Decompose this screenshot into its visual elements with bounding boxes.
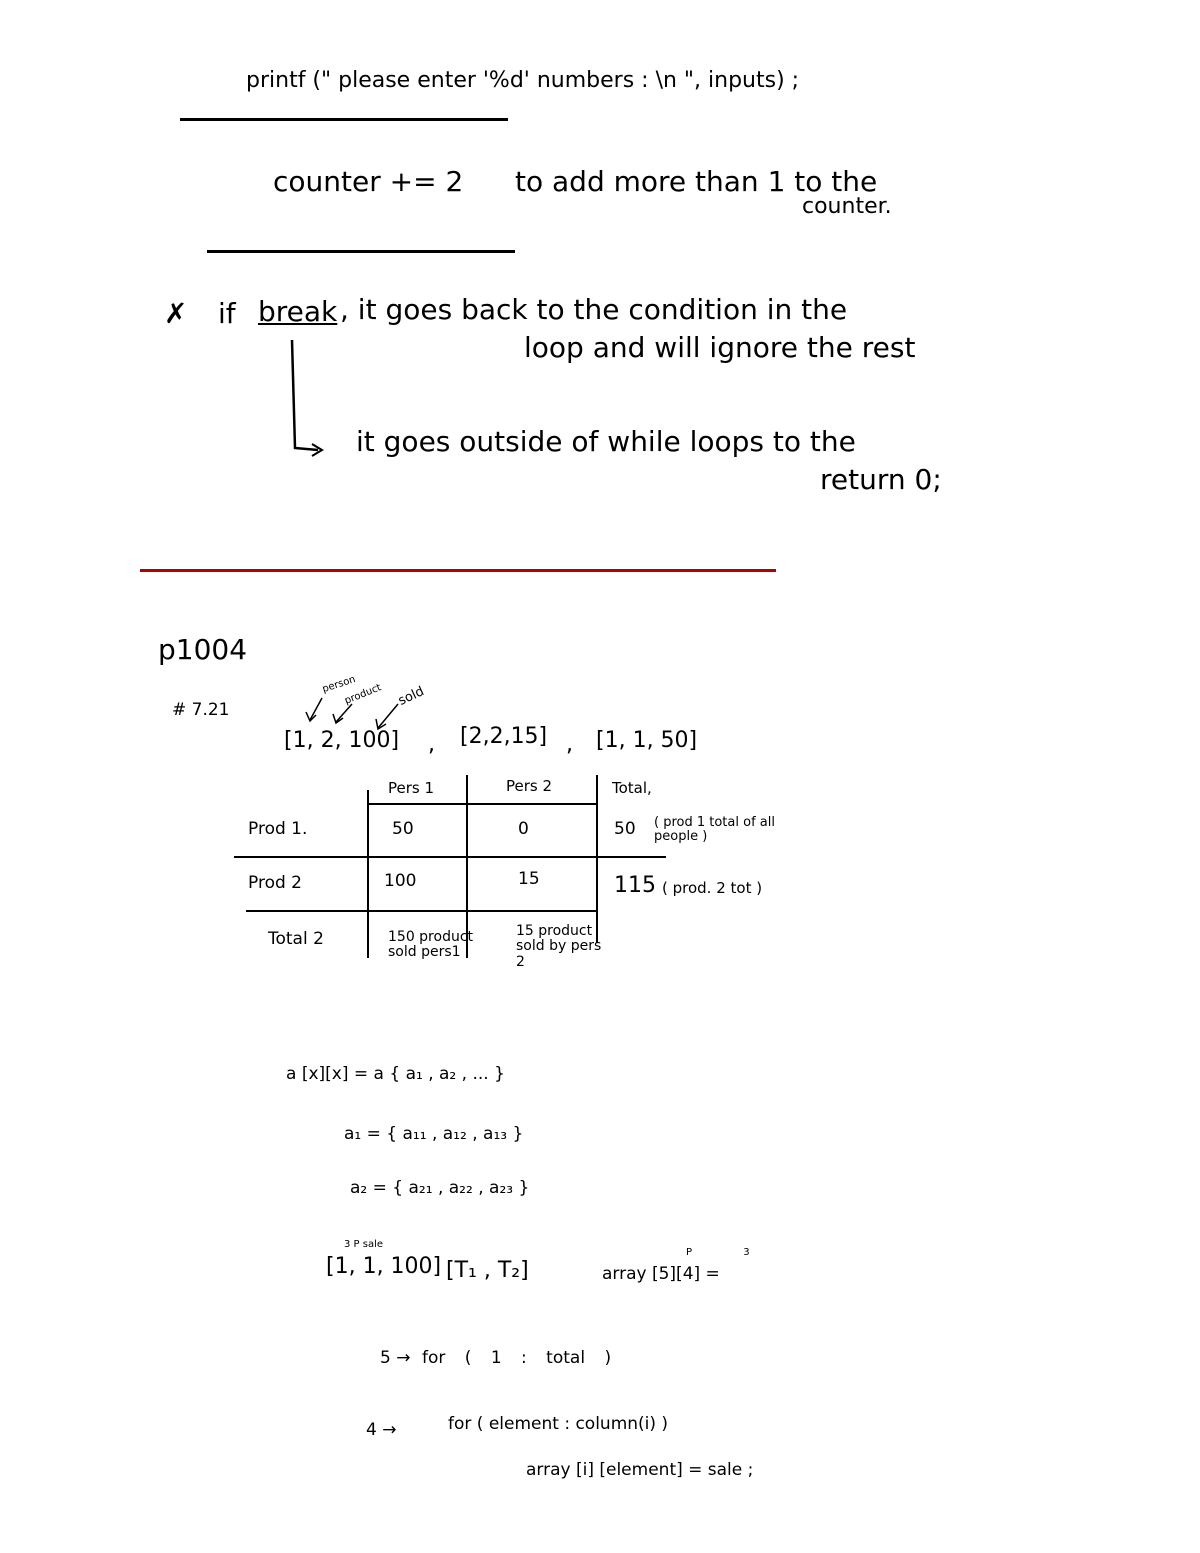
array-declaration: array [5][4] = <box>602 1264 720 1284</box>
loop-outer-count: 5 → <box>380 1348 411 1368</box>
break-star: ✗ <box>164 297 188 330</box>
tuple-annotation: 3 P sale <box>344 1239 384 1250</box>
table-vline-1 <box>367 790 369 958</box>
cell-prod1-total: 50 <box>614 819 636 839</box>
array-line-1: a [x][x] = a { a₁ , a₂ , ... } <box>286 1064 505 1084</box>
cell-total-pers2: 15 product sold by pers 2 <box>516 923 602 970</box>
totals-example: [T₁ , T₂] <box>446 1258 529 1283</box>
cell-total-pers1: 150 product sold pers1 <box>388 929 474 961</box>
break-word: break <box>258 295 338 328</box>
tuple-2: [2,2,15] <box>460 724 548 749</box>
problem-number: # 7.21 <box>172 700 230 720</box>
array-annotation: P 3 <box>686 1247 774 1258</box>
break-arrow-desc-2: return 0; <box>820 463 942 496</box>
counter-desc-2: counter. <box>802 194 892 219</box>
printf-line: printf (" please enter '%d' numbers : \n ", inputs) ; <box>246 68 800 93</box>
col-header-pers1: Pers 1 <box>388 779 435 797</box>
col-header-total: Total, <box>612 779 652 797</box>
anno-product: product <box>343 682 383 707</box>
anno-sold: sold <box>396 684 427 709</box>
counter-desc-1: to add more than 1 to the <box>515 165 878 198</box>
tuple-separator-1: , <box>428 732 435 757</box>
loop-outer: for ( 1 : total ) <box>422 1348 612 1368</box>
break-arrow-desc-1: it goes outside of while loops to the <box>356 425 856 458</box>
table-hline-2 <box>246 910 596 912</box>
break-desc-1: , it goes back to the condition in the <box>340 293 848 326</box>
anno-person: person <box>320 673 357 696</box>
counter-code: counter += 2 <box>273 165 464 198</box>
array-line-2: a₁ = { a₁₁ , a₁₂ , a₁₃ } <box>344 1124 524 1144</box>
break-if: if <box>218 297 236 330</box>
tuple-example: [1, 1, 100] <box>326 1254 442 1279</box>
loop-body: array [i] [element] = sale ; <box>526 1460 754 1480</box>
page-ref: p1004 <box>158 633 248 666</box>
table-vline-3 <box>596 775 598 943</box>
array-line-3: a₂ = { a₂₁ , a₂₂ , a₂₃ } <box>350 1178 530 1198</box>
row-label-prod1: Prod 1. <box>248 819 308 839</box>
cell-prod2-note: ( prod. 2 tot ) <box>662 879 763 897</box>
tuple-1: [1, 2, 100] <box>284 728 400 753</box>
table-hline-header <box>367 803 596 805</box>
tuple-3: [1, 1, 50] <box>596 728 698 753</box>
cell-prod1-note: ( prod 1 total of all people ) <box>654 815 775 845</box>
row-label-total: Total 2 <box>268 929 324 949</box>
row-label-prod2: Prod 2 <box>248 873 302 893</box>
table-hline-1 <box>234 856 666 858</box>
break-desc-2: loop and will ignore the rest <box>524 331 916 364</box>
tuple-separator-2: , <box>566 732 573 757</box>
cell-prod2-total: 115 <box>614 873 656 898</box>
loop-inner-count: 4 → <box>366 1420 397 1440</box>
cell-prod1-pers2: 0 <box>518 819 529 839</box>
col-header-pers2: Pers 2 <box>506 777 553 795</box>
cell-prod1-pers1: 50 <box>392 819 414 839</box>
cell-prod2-pers2: 15 <box>518 869 540 889</box>
cell-prod2-pers1: 100 <box>384 871 417 891</box>
loop-inner: for ( element : column(i) ) <box>448 1414 669 1434</box>
